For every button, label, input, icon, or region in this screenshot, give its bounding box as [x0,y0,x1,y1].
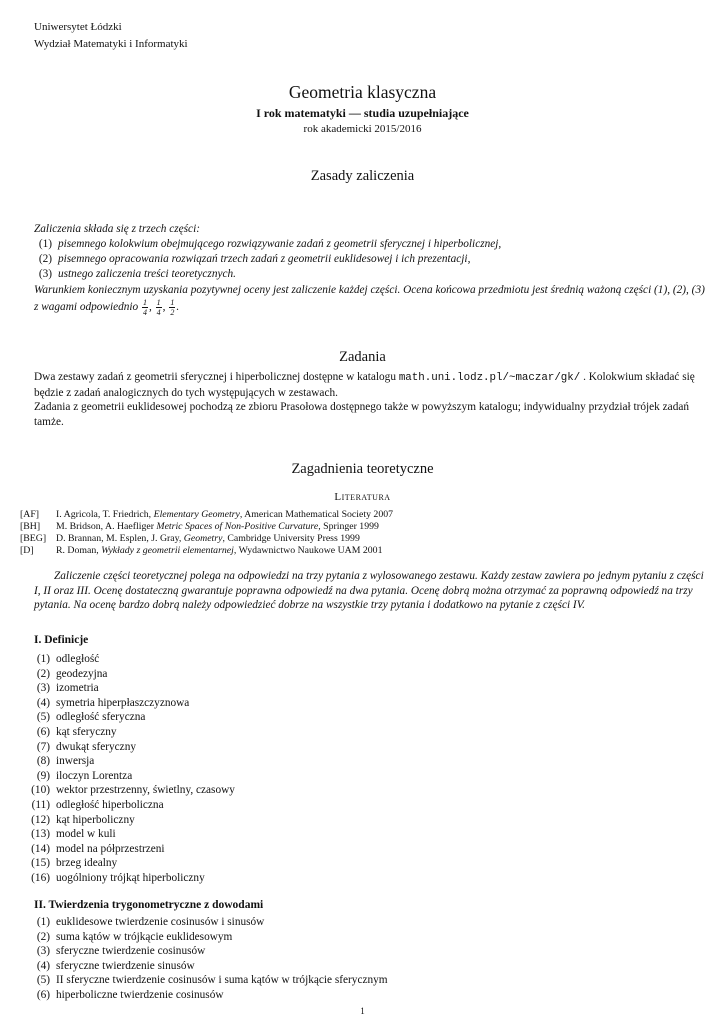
list-item: (10) wektor przestrzenny, świetlny, czasowy [31,784,235,797]
list-item: (2) geodezyjna [36,667,108,680]
list-item: (2) suma kątów w trójkącie euklidesowym [36,930,233,943]
list-item: (6) hiperboliczne twierdzenie cosinusów [36,988,224,1001]
list-item: (4) symetria hiperpłaszczyznowa [36,696,190,709]
list-item: (3) sferyczne twierdzenie cosinusów [36,945,206,958]
theory-heading: Zagadnienia teoretyczne [291,461,434,477]
tasks-paragraph-2: Zadania z geometrii euklidesowej pochodzą ze zbioru Prasołowa dostępnego także w powyższym katalogu; indywidualny przydział trójek zadań tamże. [34,401,689,428]
weight-fraction: $\frac{1}{4}$ [156,298,161,318]
reference-key: [D] [20,545,34,556]
list-item: (15) brzeg idealny [31,857,118,870]
list-item [0,237,700,252]
part1-title: I. Definicje [34,634,89,646]
document-subtitle: I rok matematyki — studia uzupełniające [256,106,469,120]
tasks-text [34,370,710,429]
weight-fraction: $\frac{1}{2}$ [170,298,175,318]
rules-list [0,237,705,318]
list-item: (8) inwersja [36,755,95,768]
list-item-number: (3) [38,267,52,280]
tasks-paragraph-1: Dwa zestawy zadań z geometrii sferycznej i hiperbolicznej dostępne w katalogu math.uni.lodz.pl/~maczar/gk/ . Kolokwium składać się będzie z zadań analogicznych do tych występujących w zestawach. [34,371,695,399]
list-item: (16) uogólniony trójkąt hiperboliczny [31,871,205,884]
list-item: (7) dwukąt sferyczny [36,740,136,753]
rules-intro: Zaliczenia składa się z trzech części: [34,223,200,235]
list-item: (6) kąt sferyczny [36,725,117,738]
reference-key: [BH] [20,521,41,532]
rules-condition: Warunkiem koniecznym uzyskania pozytywnej oceny jest zaliczenie każdej części. Ocena końcowa przedmiotu jest średnią ważoną części (1), (2), (3) z wagami odpowiednio $\frac{1}{4}$ , $\frac{1}{4}$ , $\frac{1}{2}$ . [34,284,705,318]
faculty-name: Wydział Matematyki i Informatyki [34,38,188,50]
list-item: (4) sferyczne twierdzenie sinusów [36,959,195,972]
academic-year: rok akademicki 2015/2016 [303,123,422,135]
rules-heading: Zasady zaliczenia [310,168,415,184]
reference-key: [AF] [20,509,40,520]
list-item [0,252,700,267]
reference-key: [BEG] [20,533,47,544]
weight-fraction: $\frac{1}{4}$ [143,298,148,318]
part2-title: II. Twierdzenia trygonometryczne z dowodami [34,899,264,911]
list-item: (3) izometria [36,682,99,695]
tasks-heading: Zadania [339,349,386,365]
list-item: (9) iloczyn Lorentza [36,769,133,782]
institution-header [34,19,188,53]
definitions-list [0,652,235,886]
list-item: (5) odległość sferyczna [36,711,146,724]
list-item-number: (1) [38,238,52,250]
list-item: (14) model na półprzestrzeni [31,842,165,855]
reference-item: [BH] M. Bridson, A. Haefliger Metric Spaces of Non-Positive Curvature, Springer 1999 [20,521,379,532]
theorems-list [0,915,388,1003]
list-item-text: pisemnego kolokwium obejmującego rozwiązywanie zadań z geometrii sferycznej i hiperbolicznej, [58,238,502,250]
references-list [20,509,393,557]
list-item: (5) II sferyczne twierdzenie cosinusów i suma kątów w trójkącie sferycznym [36,974,388,987]
literature-heading: Literatura [334,491,391,503]
list-item: (12) kąt hiperboliczny [31,813,135,826]
list-item: (11) odległość hiperboliczna [31,798,164,811]
list-item-text: ustnego zaliczenia treści teoretycznych. [58,267,236,280]
list-item: (1) odległość [36,653,100,665]
list-item: (1) euklidesowe twierdzenie cosinusów i sinusów [36,916,265,928]
list-item-text: pisemnego opracowania rozwiązań trzech zadań z geometrii euklidesowej i ich prezentacji, [58,252,471,265]
reference-item: [D] R. Doman, Wykłady z geometrii elementarnej, Wydawnictwo Naukowe UAM 2001 [20,545,383,556]
page-number: 1 [360,1006,365,1016]
reference-item: [AF] I. Agricola, T. Friedrich, Elementary Geometry, American Mathematical Society 2007 [20,509,394,520]
theory-note: Zaliczenie części teoretycznej polega na odpowiedzi na trzy pytania z wylosowanego zestawu. Każdy zestaw zawiera po jednym pytaniu z części I, II oraz III. Ocenę dostateczną gwarantuje poprawna odpowiedź na dwa pytania. Ocenę dobrą można otrzymać za poprawną odpowiedź na trzy pytania. Na ocenę bardzo dobrą należy odpowiedzieć dobrze na wszystkie trzy pytania i dodatkowo na pytanie z części IV. [34,570,704,611]
reference-item: [BEG] D. Brannan, M. Esplen, J. Gray, Geometry, Cambridge University Press 1999 [20,533,360,544]
university-name: Uniwersytet Łódzki [34,21,122,33]
list-item-number: (2) [38,252,52,265]
list-item: (13) model w kuli [31,828,116,841]
document-title: Geometria klasyczna [288,82,437,102]
list-item [0,267,700,282]
rules-condition-text: Warunkiem koniecznym uzyskania pozytywnej oceny jest zaliczenie każdej części. Ocena końcowa przedmiotu jest średnią ważoną części (1), (2), (3) z wagami odpowiednio [34,284,705,314]
catalog-url[interactable]: math.uni.lodz.pl/~maczar/gk/ [398,372,581,384]
